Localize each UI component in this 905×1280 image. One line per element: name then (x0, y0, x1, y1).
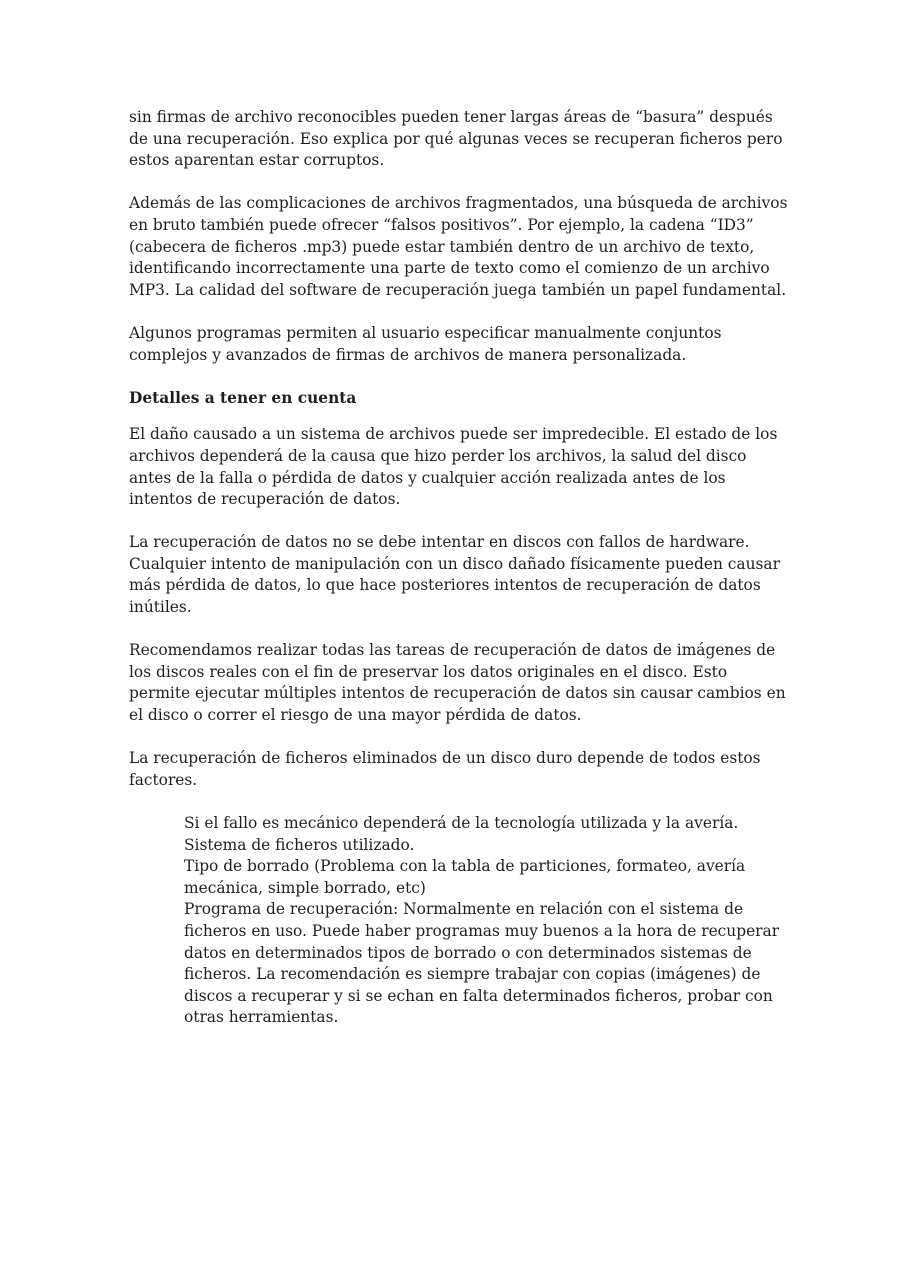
document-page (129, 107, 789, 1029)
list-item: Sistema de ficheros utilizado. (184, 835, 415, 854)
paragraph-hardware-failure: La recuperación de datos no se debe intentar en discos con fallos de hardware. Cualquier intento de manipulación con un disco dañado físicamente pueden causar más pérdida de datos, lo que hace posteriores intentos de recuperación de datos inútiles. (129, 533, 780, 617)
paragraph-filesystem-damage: El daño causado a un sistema de archivos puede ser impredecible. El estado de los archivos dependerá de la causa que hizo perder los archivos, la salud del disco antes de la falla o pérdida de datos y cualquier acción realizada antes de los intentos de recuperación de datos. (129, 425, 778, 509)
factors-list (129, 813, 784, 1029)
paragraph-factors-intro: La recuperación de ficheros eliminados de un disco duro depende de todos estos factores. (129, 749, 761, 789)
list-item: Si el fallo es mecánico dependerá de la tecnología utilizada y la avería. (184, 814, 739, 832)
list-item: Programa de recuperación: Normalmente en relación con el sistema de ficheros en uso. Puede haber programas muy buenos a la hora de recuperar datos en determinados tipos de borrado o con determinados sistemas de ficheros. La recomendación es siempre trabajar con copias (imágenes) de discos a recuperar y si se echan en falta determinados ficheros, probar con otras herramientas. (184, 900, 780, 1027)
paragraph-garbage-areas: sin firmas de archivo reconocibles pueden tener largas áreas de “basura” después de una recuperación. Eso explica por qué algunas veces se recuperan ficheros pero estos aparentan estar corruptos. (129, 108, 783, 170)
paragraph-false-positives: Además de las complicaciones de archivos fragmentados, una búsqueda de archivos en bruto también puede ofrecer “falsos positivos”. Por ejemplo, la cadena “ID3” (cabecera de ficheros .mp3) puede estar también dentro de un archivo de texto, identificando incorrectamente una parte de texto como el comienzo de un archivo MP3. La calidad del software de recuperación juega también un papel fundamental. (129, 194, 788, 299)
section-heading: Detalles a tener en cuenta (129, 388, 357, 407)
paragraph-custom-signatures: Algunos programas permiten al usuario especificar manualmente conjuntos complejos y avanzados de firmas de archivos de manera personalizada. (129, 323, 722, 364)
paragraph-disk-images: Recomendamos realizar todas las tareas de recuperación de datos de imágenes de los discos reales con el fin de preservar los datos originales en el disco. Esto permite ejecutar múltiples intentos de recuperación de datos sin causar cambios en el disco o correr el riesgo de una mayor pérdida de datos. (129, 641, 786, 725)
list-item: Tipo de borrado (Problema con la tabla de particiones, formateo, avería mecánica, simple borrado, etc) (184, 857, 746, 897)
